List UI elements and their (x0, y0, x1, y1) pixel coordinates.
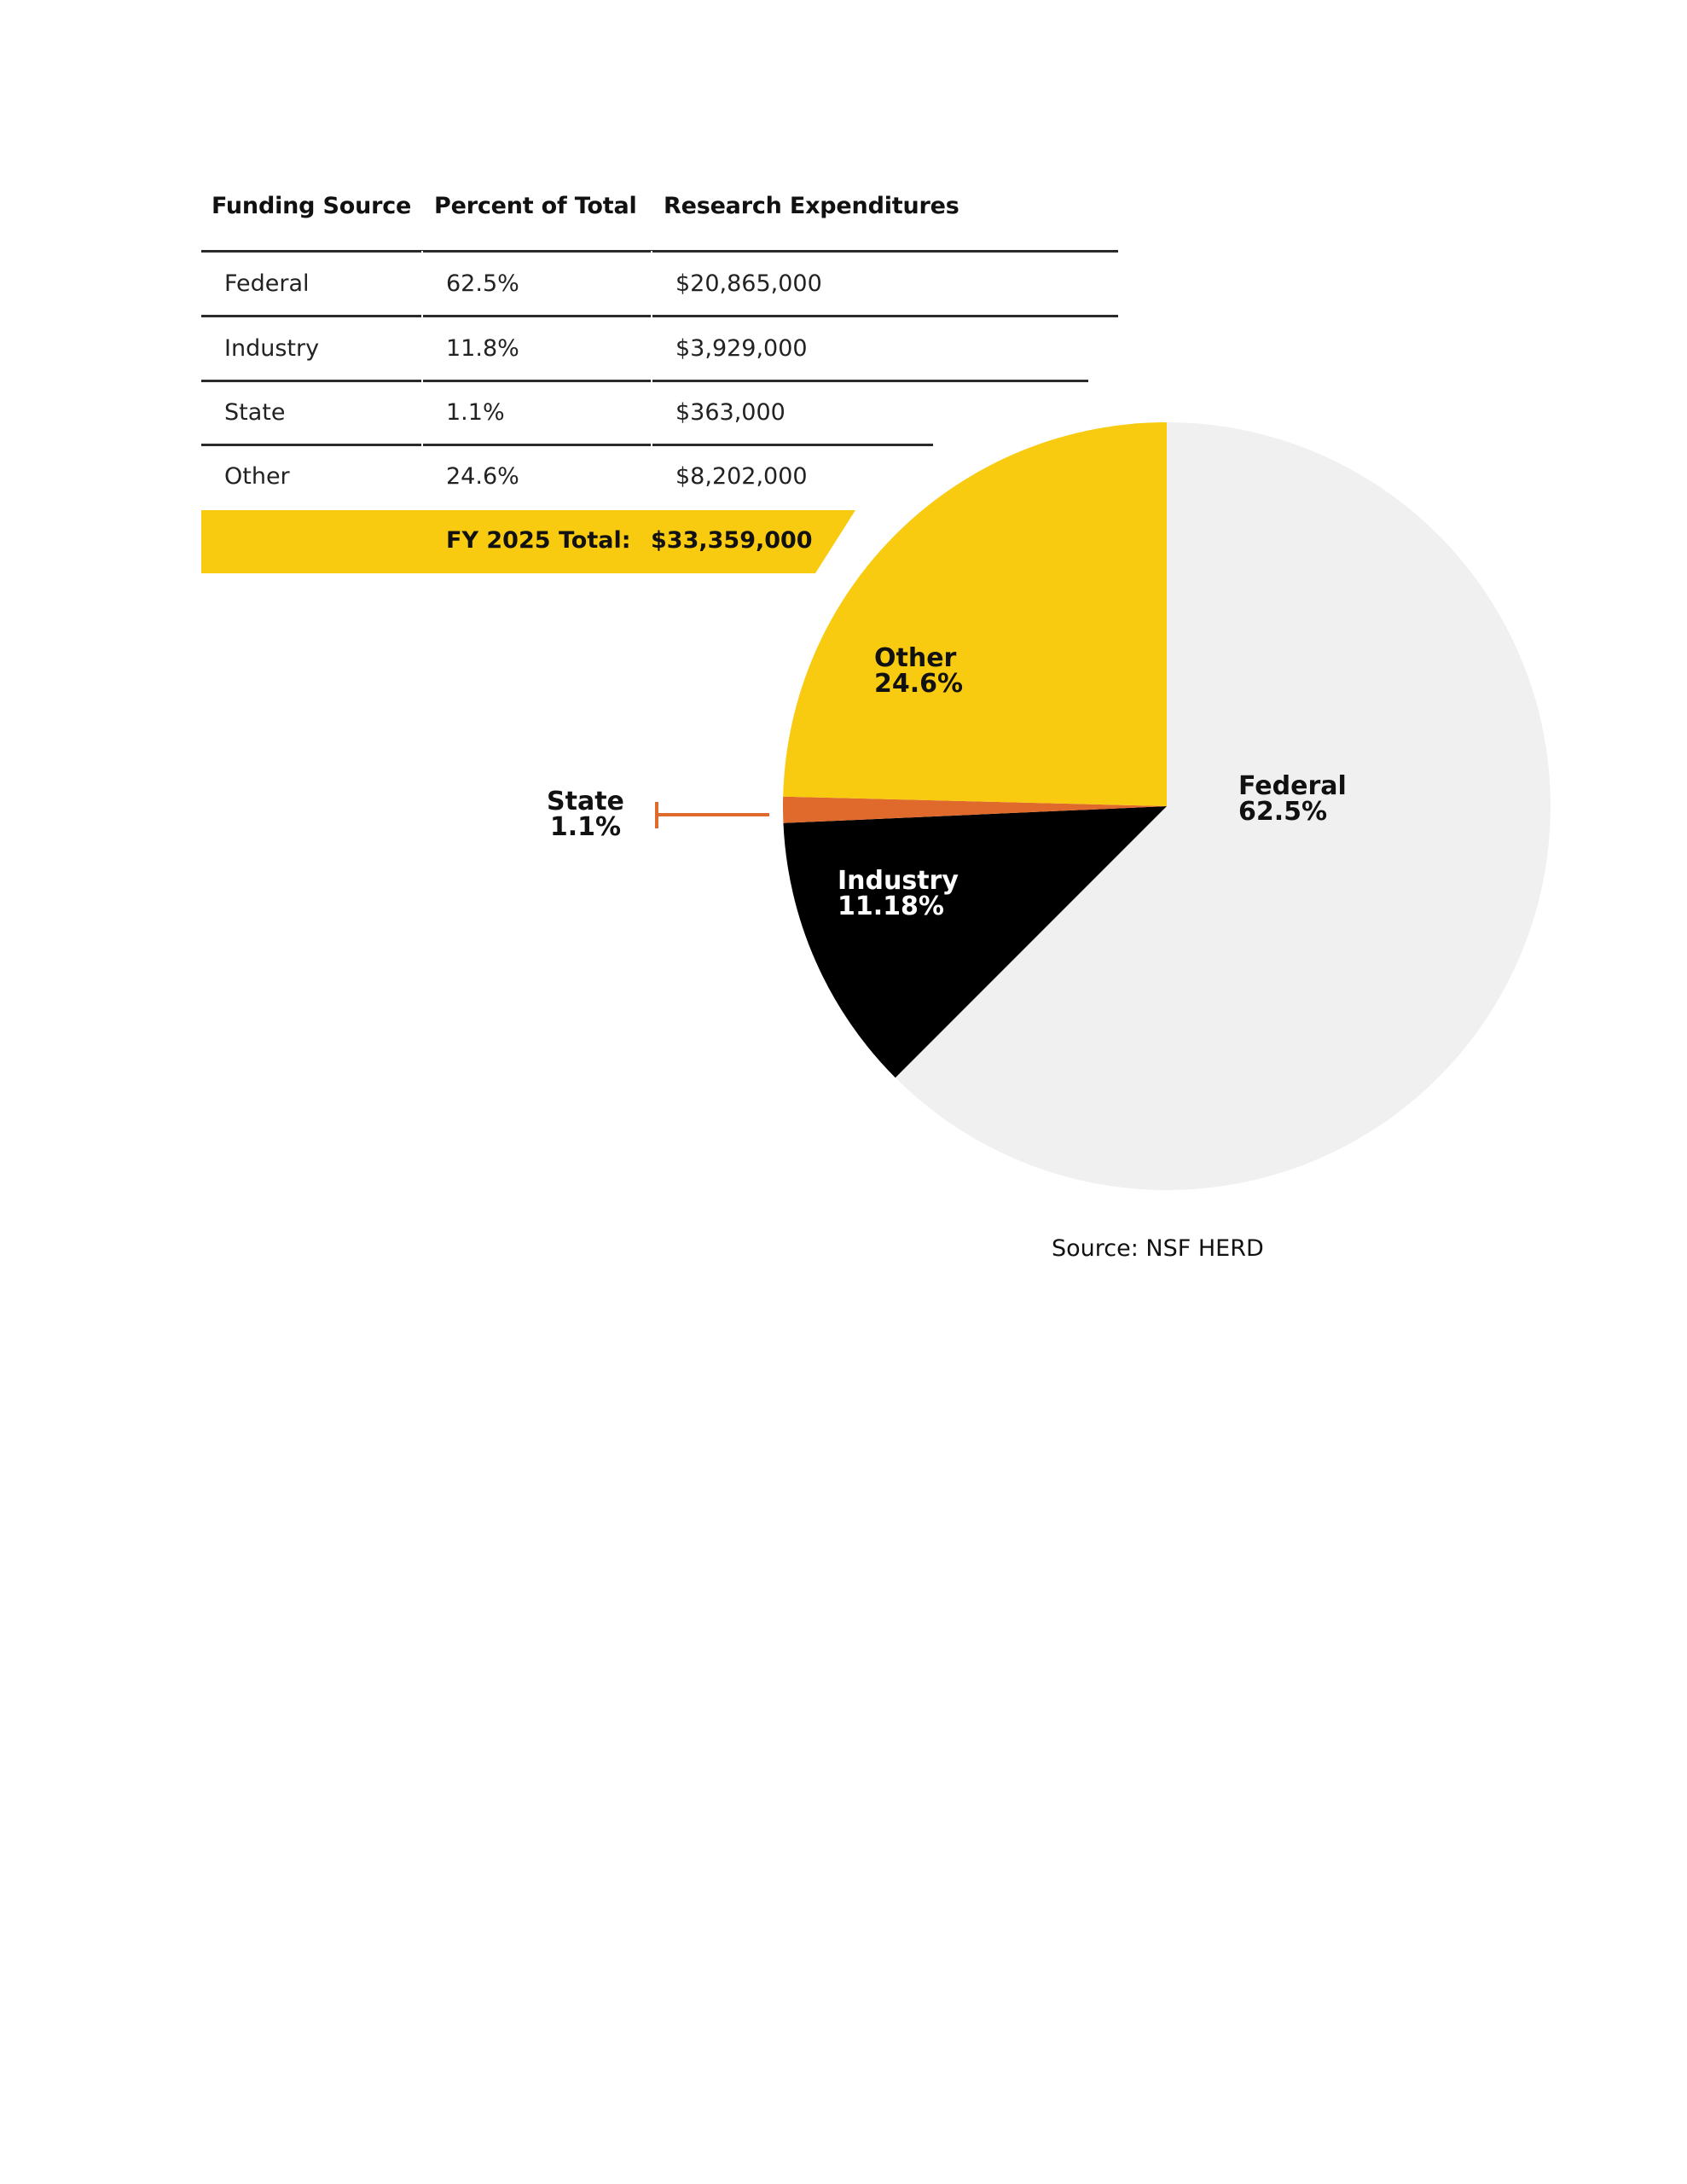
slice-label-federal-name: Federal (1238, 771, 1347, 801)
slice-label-other-name: Other (874, 643, 957, 673)
total-label: FY 2025 Total: (446, 527, 631, 554)
cell-percent: 24.6% (446, 463, 519, 490)
cell-amount: $20,865,000 (675, 270, 822, 297)
header-research-expenditures: Research Expenditures (664, 193, 959, 219)
slice-label-federal (1238, 771, 1347, 827)
cell-source: Industry (224, 335, 320, 362)
slice-label-state-value: 1.1% (549, 812, 622, 842)
cell-percent: 62.5% (446, 270, 519, 297)
slice-label-state-name: State (547, 787, 624, 816)
slice-label-industry-name: Industry (838, 866, 959, 896)
total-value: $33,359,000 (651, 527, 813, 554)
funding-table (201, 179, 1122, 580)
cell-source: Other (224, 463, 290, 490)
column-divider (651, 251, 652, 510)
table-row-rule (201, 315, 1118, 317)
table-header-rule (201, 250, 1118, 253)
slice-label-other (874, 643, 964, 699)
cell-source: Federal (224, 270, 310, 297)
cell-amount: $8,202,000 (675, 463, 808, 490)
slice-label-other-value: 24.6% (874, 669, 964, 699)
cell-amount: $363,000 (675, 399, 786, 426)
slice-label-industry-value: 11.18% (838, 892, 944, 921)
column-divider (421, 251, 423, 510)
source-note: Source: NSF HERD (1052, 1235, 1264, 1262)
slice-label-federal-value: 62.5% (1238, 797, 1328, 827)
header-funding-source: Funding Source (212, 193, 412, 219)
header-percent-of-total: Percent of Total (434, 193, 637, 219)
cell-percent: 1.1% (446, 399, 505, 426)
slice-label-state (547, 789, 624, 840)
state-leader-line (657, 802, 769, 828)
cell-source: State (224, 399, 286, 426)
slice-label-industry (838, 868, 959, 920)
cell-amount: $3,929,000 (675, 335, 808, 362)
table-row-rule (201, 444, 933, 446)
cell-percent: 11.8% (446, 335, 519, 362)
table-row-rule (201, 380, 1088, 382)
